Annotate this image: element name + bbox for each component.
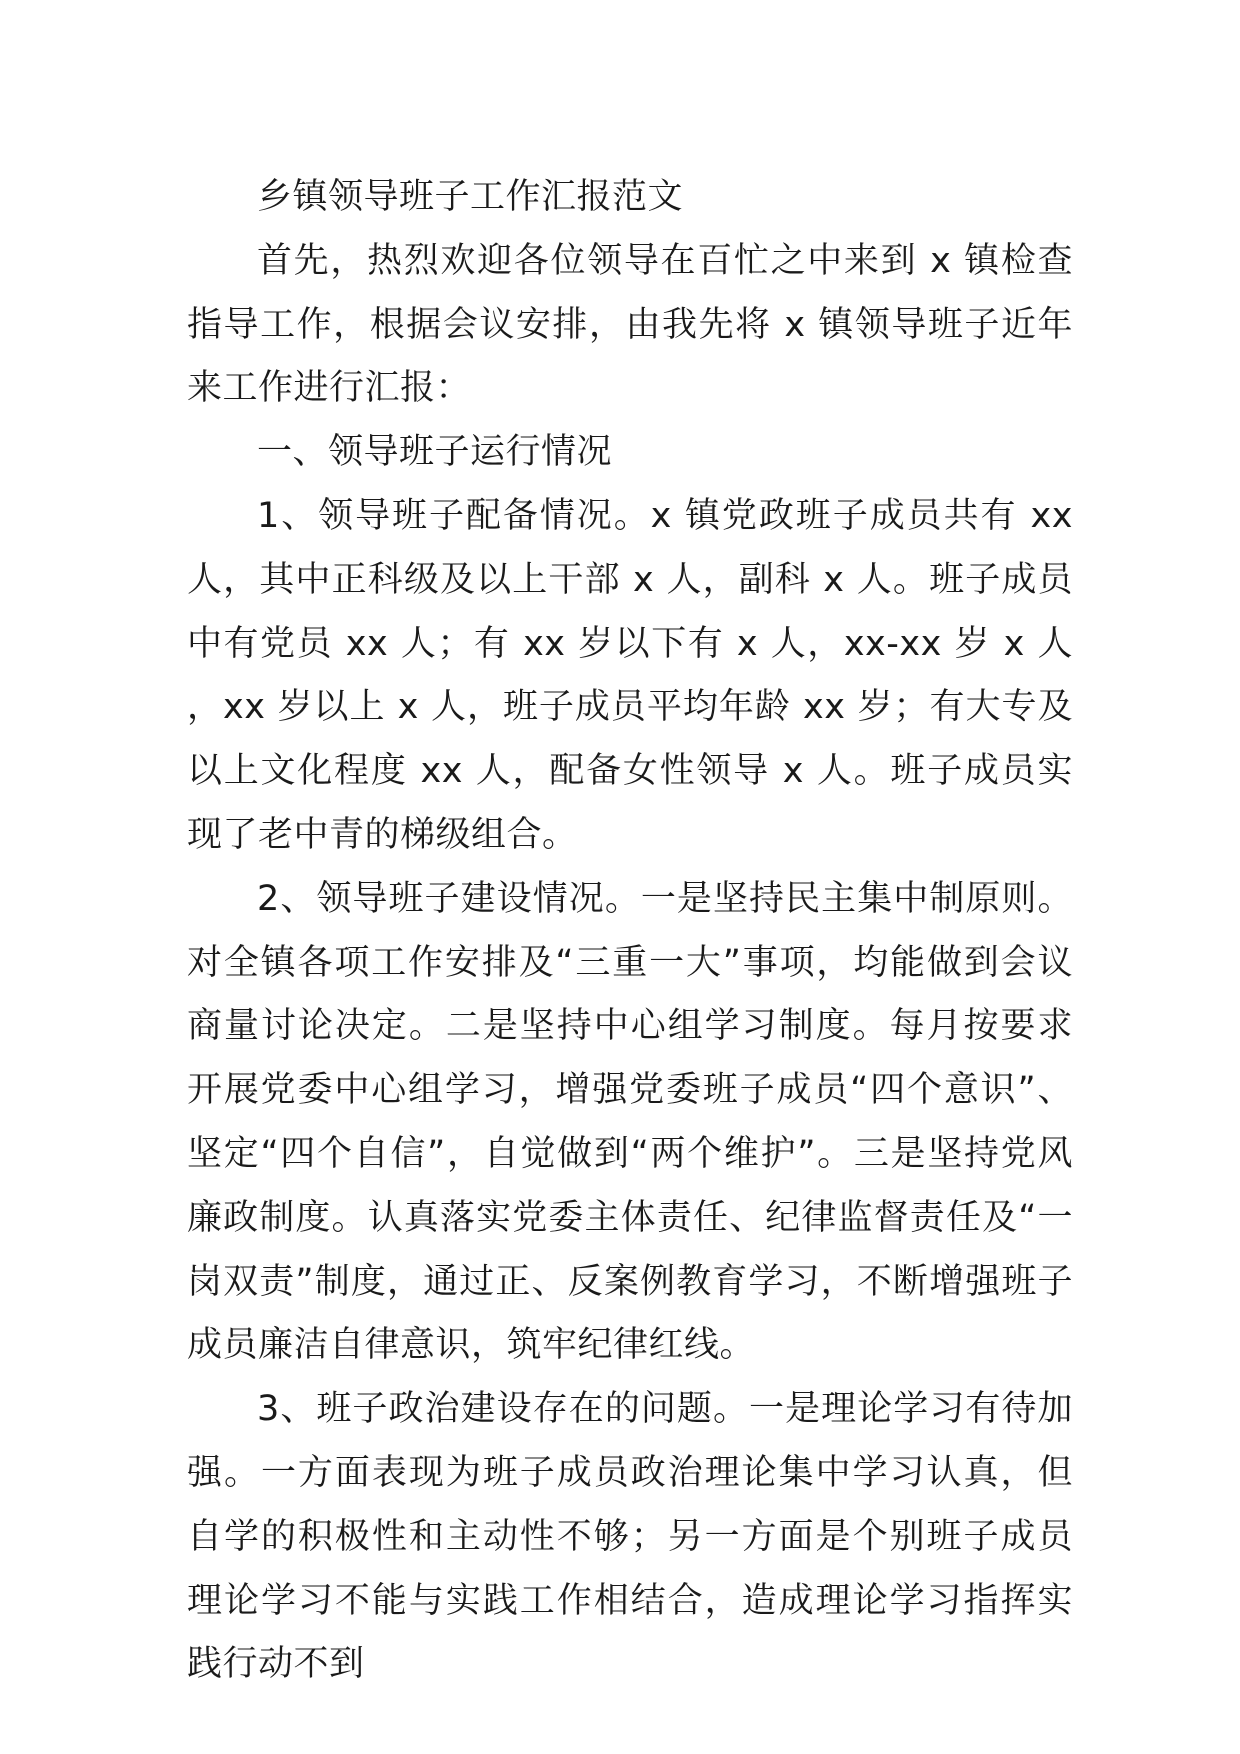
section-heading-1: 一、领导班子运行情况 xyxy=(257,432,613,473)
paragraph-opening: 首先，热烈欢迎各位领导在百忙之中来到 x 镇检查指导工作，根据会议安排，由我先将 x 镇领导班子近年来工作进行汇报： xyxy=(187,240,1073,409)
paragraph-item-2: 2、领导班子建设情况。一是坚持民主集中制原则。对全镇各项工作安排及“三重一大”事项，均能做到会议商量讨论决定。二是坚持中心组学习制度。每月按要求开展党委中心组学习，增强党委班子成员“四个意识”、坚定“四个自信”，自觉做到“两个维护”。三是坚持党风廉政制度。认真落实党委主体责任、纪律监督责任及“一岗双责”制度，通过正、反案例教育学习，不断增强班子成员廉洁自律意识，筑牢纪律红线。 xyxy=(187,878,1073,1366)
document-body xyxy=(187,166,1073,1697)
paragraph-item-1: 1、领导班子配备情况。x 镇党政班子成员共有 xx 人，其中正科级及以上干部 x 人，副科 x 人。班子成员中有党员 xx 人；有 xx 岁以下有 x 人，xx-xx 岁 x 人，xx 岁以上 x 人，班子成员平均年龄 xx 岁；有大专及以上文化程度 xx 人，配备女性领导 x 人。班子成员实现了老中青的梯级组合。 xyxy=(187,495,1073,855)
paragraph-item-3: 3、班子政治建设存在的问题。一是理论学习有待加强。一方面表现为班子成员政治理论集中学习认真，但自学的积极性和主动性不够；另一方面是个别班子成员理论学习不能与实践工作相结合，造成理论学习指挥实践行动不到 xyxy=(187,1389,1073,1685)
document-title: 乡镇领导班子工作汇报范文 xyxy=(257,177,684,217)
